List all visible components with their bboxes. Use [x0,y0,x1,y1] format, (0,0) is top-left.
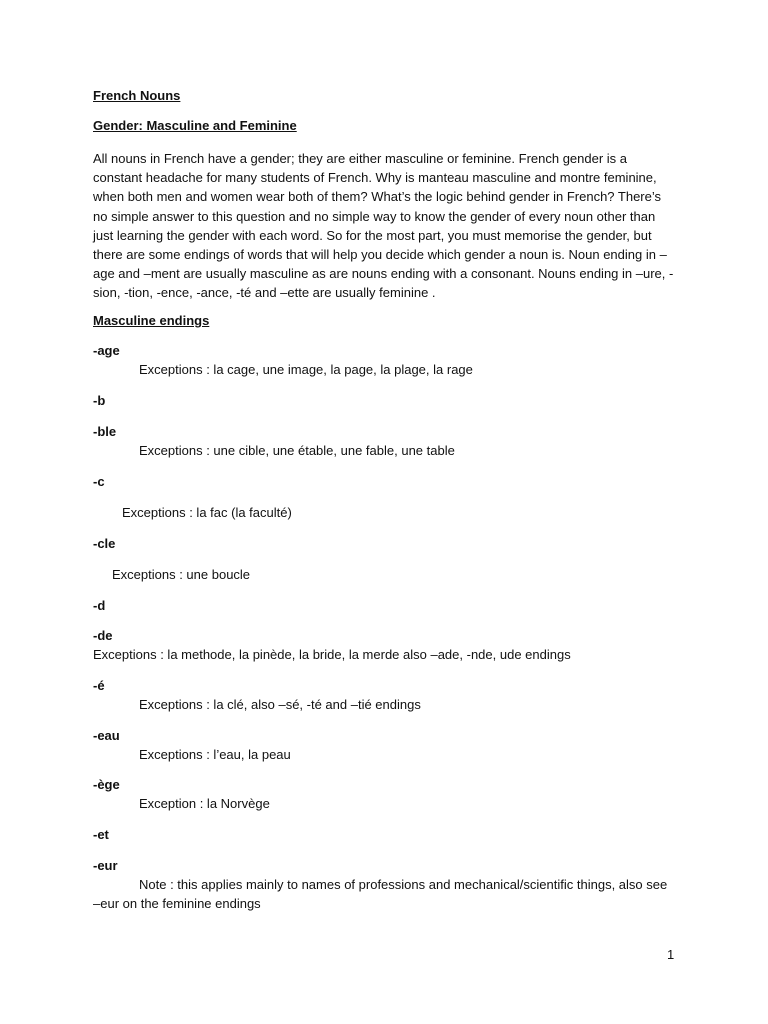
document-title: French Nouns [93,88,181,103]
exception-note-continued: –eur on the feminine endings [93,896,261,911]
exception-note: Exceptions : la cage, une image, la page, la plage, la rage [139,362,473,377]
intro-line: when both men and women wear both of them? What’s the logic behind gender in French? There’s [93,189,662,205]
exception-note: Exception : la Norvège [139,796,270,811]
ending-label: -de [93,628,113,643]
exception-note: Exceptions : la methode, la pinède, la bride, la merde also –ade, -nde, ude endings [93,647,571,662]
ending-label: -ble [93,424,117,439]
exception-note: Exceptions : l’eau, la peau [139,747,291,762]
ending-label: -b [93,393,106,408]
intro-line: age and –ment are usually masculine as are nouns ending with a consonant. Nouns ending in –ure, - [93,266,674,282]
page-number: 1 [667,947,675,962]
ending-label: -c [93,474,105,489]
exception-note: Note : this applies mainly to names of professions and mechanical/scientific things, also see [139,877,668,892]
exception-note: Exceptions : une cible, une étable, une fable, une table [139,443,455,458]
ending-label: -d [93,598,106,613]
document-subtitle: Gender: Masculine and Feminine [93,118,297,133]
exception-note: Exceptions : la clé, also –sé, -té and –tié endings [139,697,421,712]
intro-paragraph [93,149,683,303]
ending-label: -eur [93,858,118,873]
intro-line: there are some endings of words that will help you decide which gender a noun is. Noun ending in – [93,246,667,262]
intro-line: sion, -tion, -ence, -ance, -té and –ette are usually feminine . [93,285,436,301]
ending-label: -é [93,678,105,693]
intro-line: constant headache for many students of French. Why is manteau masculine and montre feminine, [93,170,657,186]
ending-label: -eau [93,728,120,743]
exception-note: Exceptions : une boucle [112,567,251,582]
ending-label: -age [93,343,120,358]
intro-line: just learning the gender with each word. So for the most part, you must memorise the gender, but [93,227,652,243]
intro-line: no simple answer to this question and no simple way to know the gender of every noun other than [93,208,656,224]
intro-line: All nouns in French have a gender; they are either masculine or feminine. French gender is a [93,151,628,166]
section-heading: Masculine endings [93,313,210,328]
exception-note: Exceptions : la fac (la faculté) [122,505,292,520]
ending-label: -ège [93,777,120,792]
ending-label: -et [93,827,109,842]
ending-label: -cle [93,536,116,551]
